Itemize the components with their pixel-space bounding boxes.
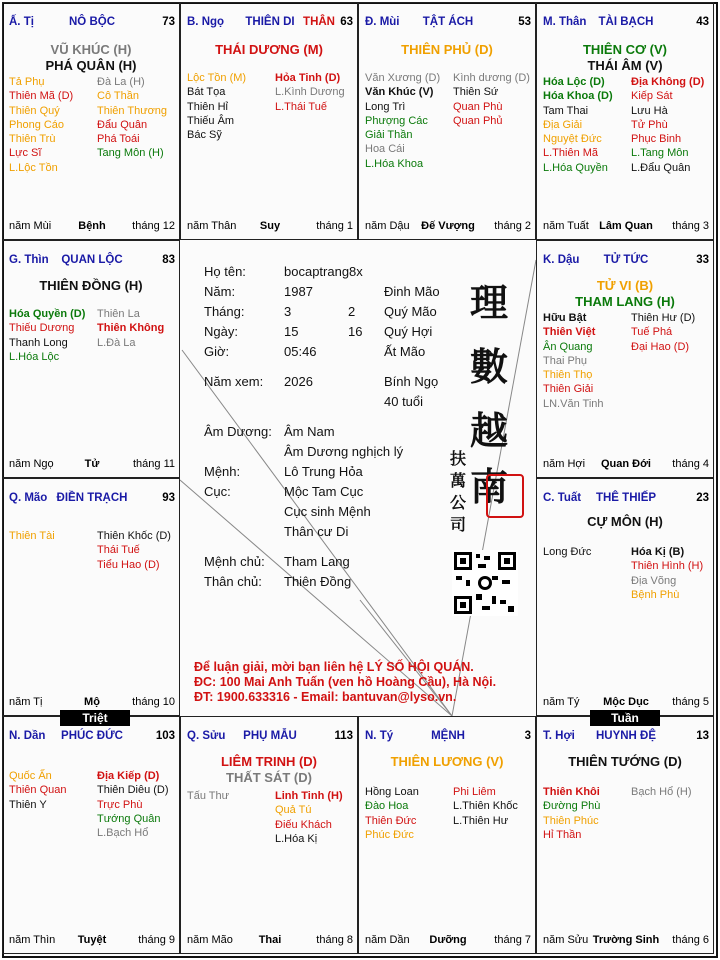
palace-name: HUYNH ĐỆ [595, 730, 657, 742]
palace-than[interactable] [536, 2, 714, 240]
minor-star: Địa Không (D) [631, 76, 705, 88]
month-label: tháng 1 [316, 220, 353, 232]
palace-ngo[interactable] [180, 2, 358, 240]
gio-label: Giờ: [204, 344, 230, 359]
year-label: năm Mão [187, 934, 233, 946]
palace-header [187, 729, 353, 745]
palace-age-number: 73 [162, 16, 175, 28]
palace-header [543, 15, 709, 31]
palace-header [543, 729, 709, 745]
truong-sinh-stage: Bệnh [78, 220, 106, 232]
small-calli-1: 扶 [450, 449, 467, 468]
palace-header [543, 491, 709, 507]
year-label: năm Ngọ [9, 458, 54, 470]
minor-star: L.Đẩu Quân [631, 161, 691, 174]
menh-label: Mệnh: [204, 464, 241, 479]
palace-can-chi: Q. Mão [9, 492, 48, 504]
month-label: tháng 4 [672, 458, 709, 470]
palace-can-chi: N. Tý [365, 730, 394, 742]
palace-can-chi: N. Dần [9, 730, 46, 742]
minor-star: L.Thiên Khốc [453, 800, 518, 813]
right-star-column [453, 71, 536, 128]
minor-star: Thiên Khốc (D) [97, 530, 171, 542]
nam-can-chi: Đinh Mão [384, 284, 440, 299]
minor-star: L.Hóa Quyền [543, 161, 608, 174]
year-label: năm Dậu [365, 220, 410, 232]
palace-name: PHỤ MẪU [243, 730, 297, 742]
left-star-column [543, 311, 627, 411]
minor-star: Quả Tú [275, 804, 312, 817]
minor-star: Thiên Hỉ [187, 100, 228, 113]
palace-can-chi: G. Thìn [9, 254, 49, 266]
minor-star: Thai Phụ [543, 354, 588, 367]
minor-star: Bệnh Phù [631, 588, 680, 601]
palace-can-chi: K. Dậu [543, 254, 580, 266]
month-label: tháng 9 [138, 934, 175, 946]
minor-star: L.Kình Dương [275, 86, 345, 99]
left-star-column [543, 785, 627, 842]
month-label: tháng 12 [132, 220, 175, 232]
minor-star: Phục Binh [631, 133, 682, 146]
minor-star: L.Tang Môn [631, 147, 689, 160]
minor-star: Thiên Giải [543, 383, 594, 396]
minor-star: Thanh Long [9, 336, 68, 349]
left-star-column [365, 71, 449, 171]
menh-chu-label: Mệnh chủ: [204, 554, 265, 569]
palace-age-number: 3 [524, 730, 531, 742]
minor-star: Đường Phù [543, 800, 601, 813]
palace-name: TỬ TỨC [603, 254, 649, 266]
right-star-column [631, 75, 714, 175]
minor-star: Phượng Các [365, 114, 428, 127]
minor-star: L.Hóa Kị [275, 832, 318, 845]
minor-star: Thiếu Dương [9, 322, 75, 335]
palace-footer [187, 933, 353, 947]
minor-star: Cô Thần [97, 90, 139, 103]
minor-star: Thiên Không [97, 322, 165, 335]
nam-label: Năm: [204, 284, 236, 299]
palace-age-number: 103 [155, 730, 175, 742]
minor-star: Thiên Trù [9, 133, 56, 146]
palace-name: THÊ THIẾP [595, 492, 657, 504]
am-duong-value: Âm Nam [284, 424, 335, 439]
minor-star: L.Thiên Hư [453, 814, 509, 827]
year-label: năm Dần [365, 934, 410, 946]
minor-star: Tang Môn (H) [97, 147, 164, 160]
palace-ti[interactable] [2, 2, 180, 240]
truong-sinh-stage: Dưỡng [429, 934, 467, 946]
month-label: tháng 5 [672, 696, 709, 708]
minor-star: Đào Hoa [365, 800, 409, 813]
main-star: THIÊN TƯỚNG (D) [568, 754, 682, 769]
month-label: tháng 6 [672, 934, 709, 946]
palace-footer [9, 695, 175, 709]
month-label: tháng 8 [316, 934, 353, 946]
main-star: LIÊM TRINH (D) [220, 754, 318, 769]
minor-star: Kiếp Sát [631, 90, 673, 103]
minor-star: Thiên Thương [97, 104, 168, 117]
palace-name: TẬT ÁCH [422, 16, 474, 28]
minor-star: Thiên Sứ [453, 86, 499, 99]
main-star: THAM LANG (H) [575, 294, 675, 309]
minor-star: Linh Tinh (H) [275, 790, 343, 802]
palace-suu[interactable] [180, 716, 358, 954]
minor-star: Tướng Quân [97, 812, 161, 825]
am-duong-label: Âm Dương: [204, 424, 272, 439]
right-star-column [631, 785, 714, 799]
year-label: năm Mùi [9, 220, 52, 232]
right-star-column [631, 311, 714, 354]
left-star-column [9, 529, 93, 543]
minor-star: Long Trì [365, 100, 406, 113]
minor-star: Tiểu Hao (D) [97, 558, 160, 571]
truong-sinh-stage: Tuyệt [77, 934, 107, 946]
month-label: tháng 3 [672, 220, 709, 232]
minor-star: Văn Khúc (V) [365, 86, 434, 99]
than-chu-label: Thân chủ: [204, 574, 262, 589]
month-label: tháng 11 [132, 458, 175, 470]
palace-can-chi: Ấ. Tị [9, 16, 34, 28]
truong-sinh-stage: Mộ [84, 696, 100, 708]
year-label: năm Thìn [9, 934, 56, 946]
palace-footer [543, 457, 709, 471]
gio-value: 05:46 [284, 344, 317, 359]
main-star: THIÊN ĐỒNG (H) [39, 278, 143, 293]
minor-star: Phá Toái [97, 133, 140, 146]
main-star: TỬ VI (B) [596, 278, 654, 293]
minor-star: Phi Liêm [453, 786, 496, 798]
palace-dau[interactable] [536, 240, 714, 478]
main-star: THÁI DƯƠNG (M) [215, 42, 323, 57]
month-label: tháng 7 [494, 934, 531, 946]
main-star: PHÁ QUÂN (H) [45, 58, 137, 73]
palace-can-chi: B. Ngọ [187, 16, 225, 28]
menh-value: Lô Trung Hỏa [284, 464, 363, 479]
year-label: năm Thân [187, 220, 237, 232]
main-star: CỰ MÔN (H) [587, 514, 663, 529]
minor-star: Hỉ Thần [543, 828, 582, 841]
minor-star: Nguyệt Đức [543, 133, 602, 146]
palace-mao[interactable] [2, 478, 180, 716]
right-star-column [275, 789, 358, 846]
palace-age-number: 83 [162, 254, 175, 266]
minor-star: Đà La (H) [97, 76, 145, 88]
minor-star: Thiên La [97, 308, 140, 320]
left-star-column [9, 75, 93, 175]
truong-sinh-stage: Thai [258, 934, 282, 946]
small-calli-2: 萬 [450, 471, 467, 490]
palace-age-number: 23 [696, 492, 709, 504]
triet-tag: Triệt [60, 710, 130, 726]
minor-star: Thiếu Âm [187, 114, 235, 127]
minor-star: Phúc Đức [365, 828, 414, 841]
ngay-am-value: 16 [348, 324, 363, 339]
right-star-column [631, 545, 714, 602]
palace-header [9, 253, 175, 269]
palace-age-number: 63 [340, 16, 353, 28]
small-calli-4: 司 [450, 515, 467, 534]
minor-star: Hỏa Tinh (D) [275, 72, 341, 84]
contact-line-2: ĐC: 100 Mai Anh Tuấn (ven hồ Hoàng Cầu), Hà Nội. [194, 675, 497, 689]
minor-star: Quốc Ấn [9, 770, 52, 782]
minor-star: Tử Phù [631, 118, 668, 131]
palace-can-chi: Đ. Mùi [365, 16, 400, 28]
left-star-column [187, 71, 271, 142]
minor-star: Thiên Mã (D) [9, 90, 74, 103]
palace-footer [543, 933, 709, 947]
minor-star: L.Thái Tuế [275, 100, 327, 113]
thang-value: 3 [284, 304, 292, 319]
palace-age-number: 43 [696, 16, 709, 28]
minor-star: Hồng Loan [365, 786, 419, 798]
month-label: tháng 2 [494, 220, 531, 232]
palace-header [365, 729, 531, 745]
left-star-column [543, 545, 627, 559]
minor-star: Hóa Kị (B) [631, 546, 685, 558]
palace-name: PHÚC ĐỨC [61, 730, 123, 742]
minor-star: Thiên Tài [9, 530, 55, 542]
than-chu-value: Thiên Đồng [284, 574, 352, 589]
palace-name: MỆNH [431, 730, 465, 742]
minor-star: Hoa Cái [365, 143, 405, 156]
ngay-label: Ngày: [204, 324, 238, 339]
left-star-column [543, 75, 627, 175]
palace-name: NÔ BỘC [69, 16, 115, 28]
minor-star: Điếu Khách [275, 818, 332, 831]
palace-age-number: 113 [334, 730, 353, 742]
minor-star: Thiên Y [9, 798, 47, 811]
truong-sinh-stage: Suy [259, 220, 281, 232]
right-star-column [97, 75, 180, 161]
palace-age-number: 33 [696, 254, 709, 266]
tuan-tag: Tuần [590, 710, 660, 726]
left-star-column [9, 769, 93, 812]
calligraphy-char-4: 南 [470, 464, 509, 509]
cuc-label: Cục: [204, 484, 231, 499]
minor-star: Hóa Quyền (D) [9, 308, 86, 320]
palace-age-number: 13 [696, 730, 709, 742]
palace-footer [9, 219, 175, 233]
minor-star: Ân Quang [543, 340, 593, 353]
minor-star: Hóa Khoa (D) [543, 90, 613, 103]
month-label: tháng 10 [132, 696, 175, 708]
nam-xem-value: 2026 [284, 374, 313, 389]
contact-line-1: Để luận giải, mời bạn liên hệ LÝ SỐ HỘI QUÁN. [194, 660, 474, 674]
truong-sinh-stage: Tử [84, 458, 100, 470]
right-star-column [453, 785, 536, 828]
palace-can-chi: Q. Sửu [187, 730, 226, 742]
calligraphy-char-2: 數 [470, 344, 509, 389]
minor-star: Thiên Đức [365, 814, 417, 827]
than-cu: Thân cư Di [284, 524, 349, 539]
gio-can-chi: Ất Mão [384, 344, 426, 359]
palace-name: TÀI BẠCH [598, 16, 654, 28]
left-star-column [365, 785, 449, 842]
palace-footer [187, 219, 353, 233]
ho-ten-label: Họ tên: [204, 264, 246, 279]
palace-dan[interactable] [2, 716, 180, 954]
palace-age-number: 53 [518, 16, 531, 28]
minor-star: Quan Phủ [453, 114, 503, 127]
red-seal-icon [486, 474, 524, 518]
minor-star: Văn Xương (D) [365, 72, 441, 84]
left-star-column [9, 307, 93, 364]
truong-sinh-stage: Mộc Dục [603, 696, 649, 708]
minor-star: L.Lộc Tồn [9, 161, 58, 174]
minor-star: Lộc Tồn (M) [187, 72, 247, 84]
main-star: THẤT SÁT (D) [226, 770, 312, 785]
palace-can-chi: M. Thân [543, 16, 587, 28]
minor-star: L.Hóa Lộc [9, 350, 60, 363]
calligraphy-char-3: 越 [470, 408, 509, 453]
minor-star: Tả Phụ [9, 76, 45, 88]
year-label: năm Sửu [543, 934, 589, 946]
minor-star: Thiên Thọ [543, 369, 593, 382]
palace-footer [543, 695, 709, 709]
minor-star: Thiên Hình (H) [631, 560, 704, 573]
main-star: THÁI ÂM (V) [587, 58, 663, 73]
minor-star: Bạch Hổ (H) [631, 786, 692, 798]
left-star-column [187, 789, 271, 803]
ngay-can-chi: Quý Hợi [384, 324, 433, 339]
minor-star: Bát Tọa [187, 86, 226, 99]
small-calli-3: 公 [450, 493, 467, 512]
tuoi-value: 40 tuổi [384, 394, 424, 409]
right-star-column [97, 307, 180, 350]
minor-star: L.Hóa Khoa [365, 157, 424, 170]
palace-can-chi: C. Tuất [543, 492, 582, 504]
minor-star: Giải Thần [365, 129, 413, 142]
main-star: THIÊN PHỦ (D) [401, 42, 493, 57]
nam-value: 1987 [284, 284, 313, 299]
palace-header [187, 15, 353, 31]
truong-sinh-stage: Lâm Quan [599, 220, 653, 232]
thang-can-chi: Quý Mão [384, 304, 437, 319]
minor-star: LN.Văn Tinh [543, 397, 604, 410]
year-label: năm Hợi [543, 458, 586, 470]
palace-header [9, 15, 175, 31]
palace-mui[interactable] [358, 2, 536, 240]
palace-ty[interactable] [358, 716, 536, 954]
qr-code-icon[interactable] [452, 550, 518, 616]
menh-chu-value: Tham Lang [284, 554, 350, 569]
palace-age-number: 93 [162, 492, 175, 504]
minor-star: Địa Võng [631, 574, 677, 587]
year-label: năm Tị [9, 696, 43, 708]
truong-sinh-stage: Trường Sinh [592, 934, 660, 946]
palace-header [9, 491, 175, 507]
minor-star: Long Đức [543, 546, 592, 558]
minor-star: Lực Sĩ [9, 147, 42, 160]
palace-footer [365, 933, 531, 947]
palace-footer [9, 457, 175, 471]
right-star-column [97, 529, 180, 572]
minor-star: Thiên Việt [543, 326, 596, 339]
thang-am-value: 2 [348, 304, 356, 319]
palace-can-chi: T. Hợi [543, 730, 575, 742]
am-duong-note: Âm Dương nghịch lý [284, 444, 404, 459]
nam-xem-label: Năm xem: [204, 374, 264, 389]
palace-header [9, 729, 175, 745]
minor-star: Hóa Lộc (D) [543, 76, 605, 88]
right-star-column [275, 71, 358, 114]
palace-name: ĐIỀN TRẠCH [56, 492, 128, 504]
year-label: năm Tý [543, 696, 580, 708]
palace-header [543, 253, 709, 269]
palace-name: QUAN LỘC [61, 254, 123, 266]
main-star: THIÊN CƠ (V) [582, 42, 668, 57]
truong-sinh-stage: Quan Đới [601, 458, 651, 470]
minor-star: Phong Cáo [9, 118, 65, 131]
minor-star: Hữu Bật [543, 312, 587, 324]
palace-hoi[interactable] [536, 716, 714, 954]
minor-star: Bác Sỹ [187, 129, 222, 142]
cuc-value: Mộc Tam Cục [284, 484, 364, 499]
minor-star: Đẩu Quân [97, 118, 148, 131]
minor-star: Địa Giải [543, 118, 583, 131]
palace-footer [543, 219, 709, 233]
minor-star: Thiên Hư (D) [631, 312, 696, 324]
cuc-relation: Cục sinh Mệnh [284, 504, 371, 519]
minor-star: Trực Phù [97, 798, 143, 811]
palace-name: THIÊN DI [245, 16, 295, 28]
palace-header [365, 15, 531, 31]
main-star: VŨ KHÚC (H) [50, 42, 132, 57]
minor-star: Quan Phù [453, 100, 503, 113]
thang-label: Tháng: [204, 304, 245, 319]
ho-ten-value: bocaptrang8x [284, 264, 363, 279]
contact-line-3: ĐT: 1900.633316 - Email: bantuvan@lyso.vn. [194, 690, 457, 704]
palace-footer [365, 219, 531, 233]
year-label: năm Tuất [543, 220, 589, 232]
palace-footer [9, 933, 175, 947]
truong-sinh-stage: Đế Vượng [421, 220, 475, 232]
minor-star: Thiên Diêu (D) [97, 784, 169, 797]
minor-star: Tuế Phá [631, 326, 673, 339]
minor-star: Đại Hao (D) [631, 340, 690, 353]
ngay-value: 15 [284, 324, 299, 339]
minor-star: Thiên Khôi [543, 786, 600, 798]
nam-xem-can-chi: Bính Ngọ [384, 374, 439, 389]
minor-star: Tấu Thư [187, 790, 230, 802]
palace-tuat[interactable] [536, 478, 714, 716]
minor-star: L.Thiên Mã [543, 147, 599, 160]
calligraphy-char-1: 理 [470, 280, 509, 325]
right-star-column [97, 769, 180, 840]
minor-star: Tam Thai [543, 104, 589, 117]
minor-star: Thiên Phúc [543, 814, 599, 827]
palace-thin[interactable] [2, 240, 180, 478]
minor-star: Thái Tuế [97, 544, 140, 557]
minor-star: Lưu Hà [631, 104, 668, 117]
minor-star: L.Đà La [97, 336, 136, 349]
minor-star: Thiên Quan [9, 784, 67, 797]
than-marker: THÂN [303, 16, 335, 28]
minor-star: Thiên Quý [9, 104, 60, 117]
minor-star: Kình dương (D) [453, 72, 530, 84]
main-star: THIÊN LƯƠNG (V) [390, 754, 504, 769]
minor-star: Địa Kiếp (D) [97, 770, 160, 782]
minor-star: L.Bạch Hổ [97, 827, 149, 840]
